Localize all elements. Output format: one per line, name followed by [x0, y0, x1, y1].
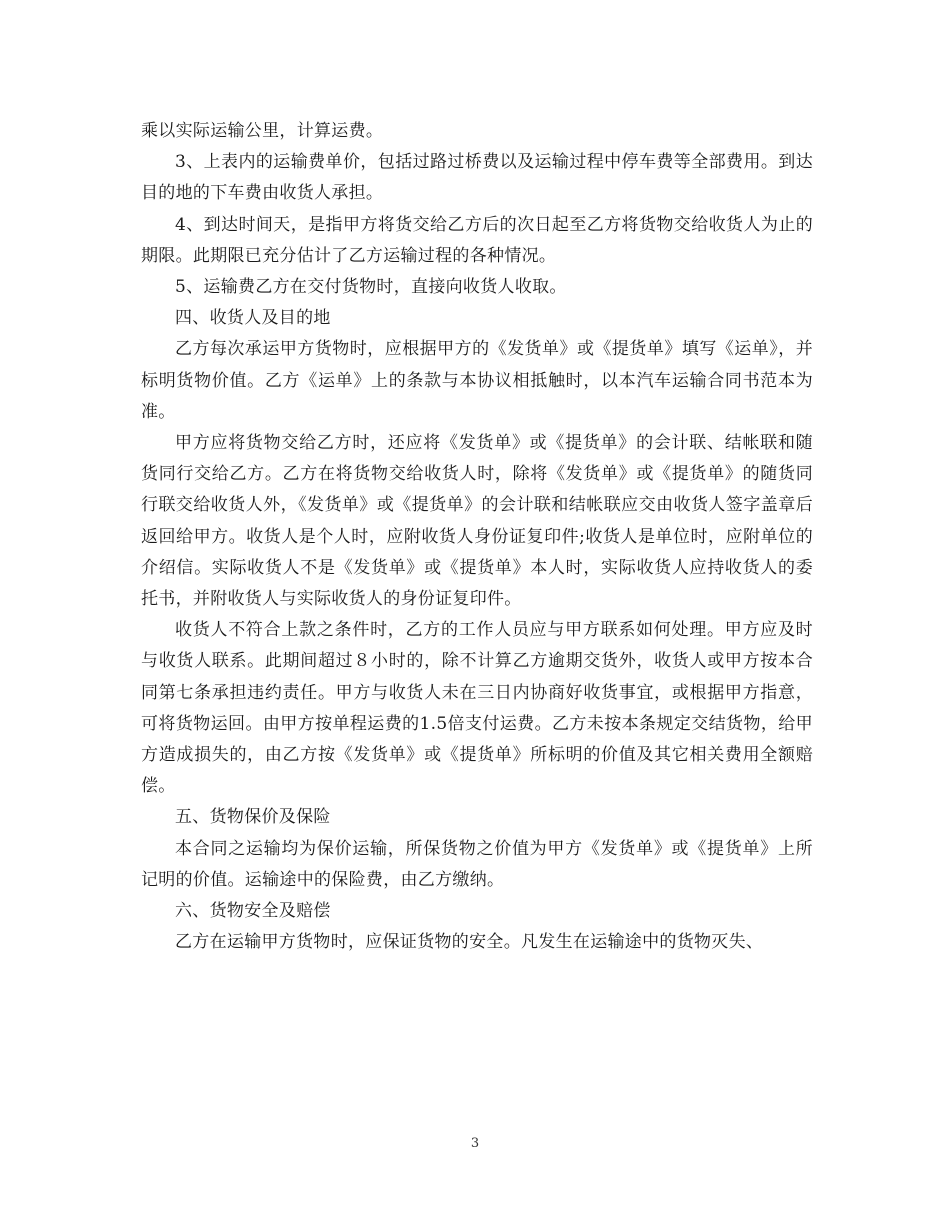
- paragraph-delivery-documents: 甲方应将货物交给乙方时，还应将《发货单》或《提货单》的会计联、结帐联和随货同行交给乙方。乙方在将货物交给收货人时，除将《发货单》或《提货单》的随货同行联交给收货人外，《发货单》或《提货单》的会计联和结帐联应交由收货人签字盖章后返回给甲方。收货人是个人时，应附收货人身份证复印件;收货人是单位时，应附单位的介绍信。实际收货人不是《发货单》或《提货单》本人时，实际收货人应持收货人的委托书，并附收货人与实际收货人的身份证复印件。: [141, 433, 813, 610]
- paragraph-waybill: 乙方每次承运甲方货物时，应根据甲方的《发货单》或《提货单》填写《运单》，并标明货物价值。乙方《运单》上的条款与本协议相抵触时，以本汽车运输合同书范本为准。: [141, 339, 813, 422]
- page-number: 3: [470, 1136, 480, 1151]
- document-body: [141, 116, 813, 958]
- paragraph-consignee-conditions: 收货人不符合上款之条件时，乙方的工作人员应与甲方联系如何处理。甲方应及时与收货人联系。此期间超过８小时的，除不计算乙方逾期交货外，收货人或甲方按本合同第七条承担违约责任。甲方与收货人未在三日内协商好收货事宜，或根据甲方指意，可将货物运回。由甲方按单程运费的1.5倍支付运费。乙方未按本条规定交结货物，给甲方造成损失的，由乙方按《发货单》或《提货单》所标明的价值及其它相关费用全额赔偿。: [141, 620, 813, 797]
- paragraph-cargo-safety: 乙方在运输甲方货物时，应保证货物的安全。凡发生在运输途中的货物灭失、: [175, 932, 764, 953]
- section-heading-safety: 六、货物安全及赔偿: [175, 901, 331, 922]
- paragraph-insured-transport: 本合同之运输均为保价运输，所保货物之价值为甲方《发货单》或《提货单》上所记明的价值。运输途中的保险费，由乙方缴纳。: [141, 838, 813, 890]
- section-heading-consignee: 四、收货人及目的地: [175, 308, 331, 329]
- paragraph-continuation: 乘以实际运输公里，计算运费。: [141, 121, 384, 141]
- section-heading-insurance: 五、货物保价及保险: [175, 807, 331, 828]
- paragraph-item-4: 4、到达时间天，是指甲方将货交给乙方后的次日起至乙方将货物交给收货人为止的期限。此期限已充分估计了乙方运输过程的各种情况。: [141, 214, 813, 266]
- paragraph-item-3: 3、上表内的运输费单价，包括过路过桥费以及运输过程中停车费等全部费用。到达目的地的下车费由收货人承担。: [141, 152, 813, 204]
- paragraph-item-5: 5、运输费乙方在交付货物时，直接向收货人收取。: [175, 277, 567, 298]
